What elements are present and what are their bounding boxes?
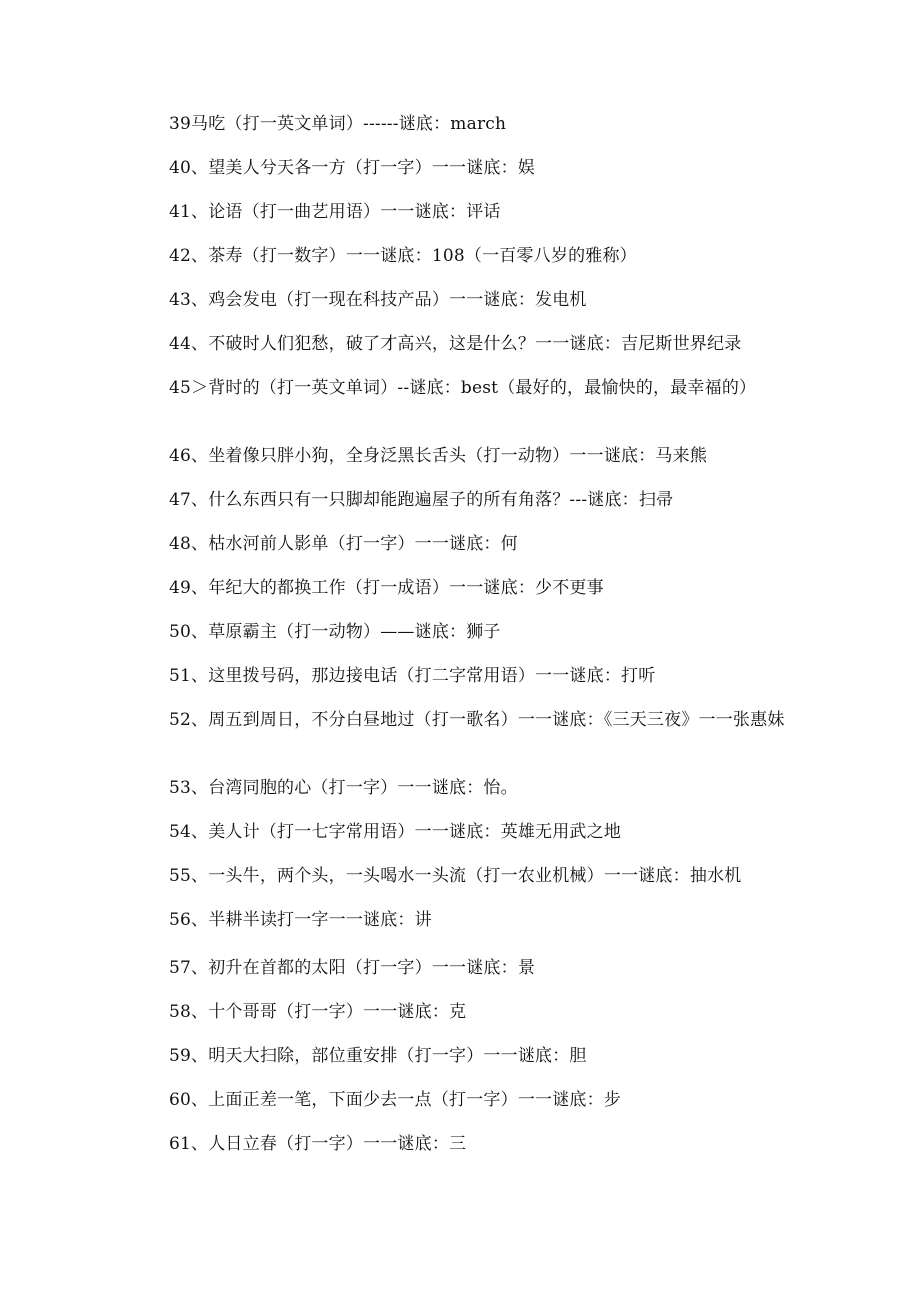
riddle-55: 55、一头牛，两个头，一头喝水一头流（打一农业机械）一一谜底：抽水机	[169, 866, 742, 886]
riddle-49: 49、年纪大的都换工作（打一成语）一一谜底：少不更事	[169, 578, 604, 598]
riddle-61: 61、人日立春（打一字）一一谜底：三	[169, 1134, 467, 1154]
riddle-47: 47、什么东西只有一只脚却能跑遍屋子的所有角落？---谜底：扫帚	[169, 490, 674, 510]
riddle-41: 41、论语（打一曲艺用语）一一谜底：评话	[169, 202, 501, 222]
riddle-54: 54、美人计（打一七字常用语）一一谜底：英雄无用武之地	[169, 822, 622, 842]
riddle-42: 42、茶寿（打一数字）一一谜底：108（一百零八岁的雅称）	[169, 246, 637, 266]
riddle-46: 46、坐着像只胖小狗，全身泛黑长舌头（打一动物）一一谜底：马来熊	[169, 446, 708, 466]
riddle-48: 48、枯水河前人影单（打一字）一一谜底：何	[169, 534, 518, 554]
riddle-52: 52、周五到周日，不分白昼地过（打一歌名）一一谜底：《三天三夜》一一张惠妹	[169, 710, 785, 730]
riddle-45: 45＞背时的（打一英文单词）--谜底：best（最好的，最愉快的，最幸福的）	[169, 378, 757, 398]
riddle-58: 58、十个哥哥（打一字）一一谜底：克	[169, 1002, 467, 1022]
riddle-39: 39马吃（打一英文单词）------谜底：march	[169, 114, 507, 134]
riddle-57: 57、初升在首都的太阳（打一字）一一谜底：景	[169, 958, 536, 978]
riddle-59: 59、明天大扫除，部位重安排（打一字）一一谜底：胆	[169, 1046, 587, 1066]
riddle-53: 53、台湾同胞的心（打一字）一一谜底：怡。	[169, 778, 518, 798]
riddle-51: 51、这里拨号码，那边接电话（打二字常用语）一一谜底：打听	[169, 666, 656, 686]
riddle-50: 50、草原霸主（打一动物）——谜底：狮子	[169, 622, 501, 642]
riddle-40: 40、望美人兮天各一方（打一字）一一谜底：娱	[169, 158, 536, 178]
riddle-44: 44、不破时人们犯愁，破了才高兴，这是什么？一一谜底：吉尼斯世界纪录	[169, 334, 742, 354]
riddle-60: 60、上面正差一笔，下面少去一点（打一字）一一谜底：步	[169, 1090, 622, 1110]
riddle-56: 56、半耕半读打一字一一谜底：讲	[169, 910, 432, 930]
riddle-43: 43、鸡会发电（打一现在科技产品）一一谜底：发电机	[169, 290, 587, 310]
